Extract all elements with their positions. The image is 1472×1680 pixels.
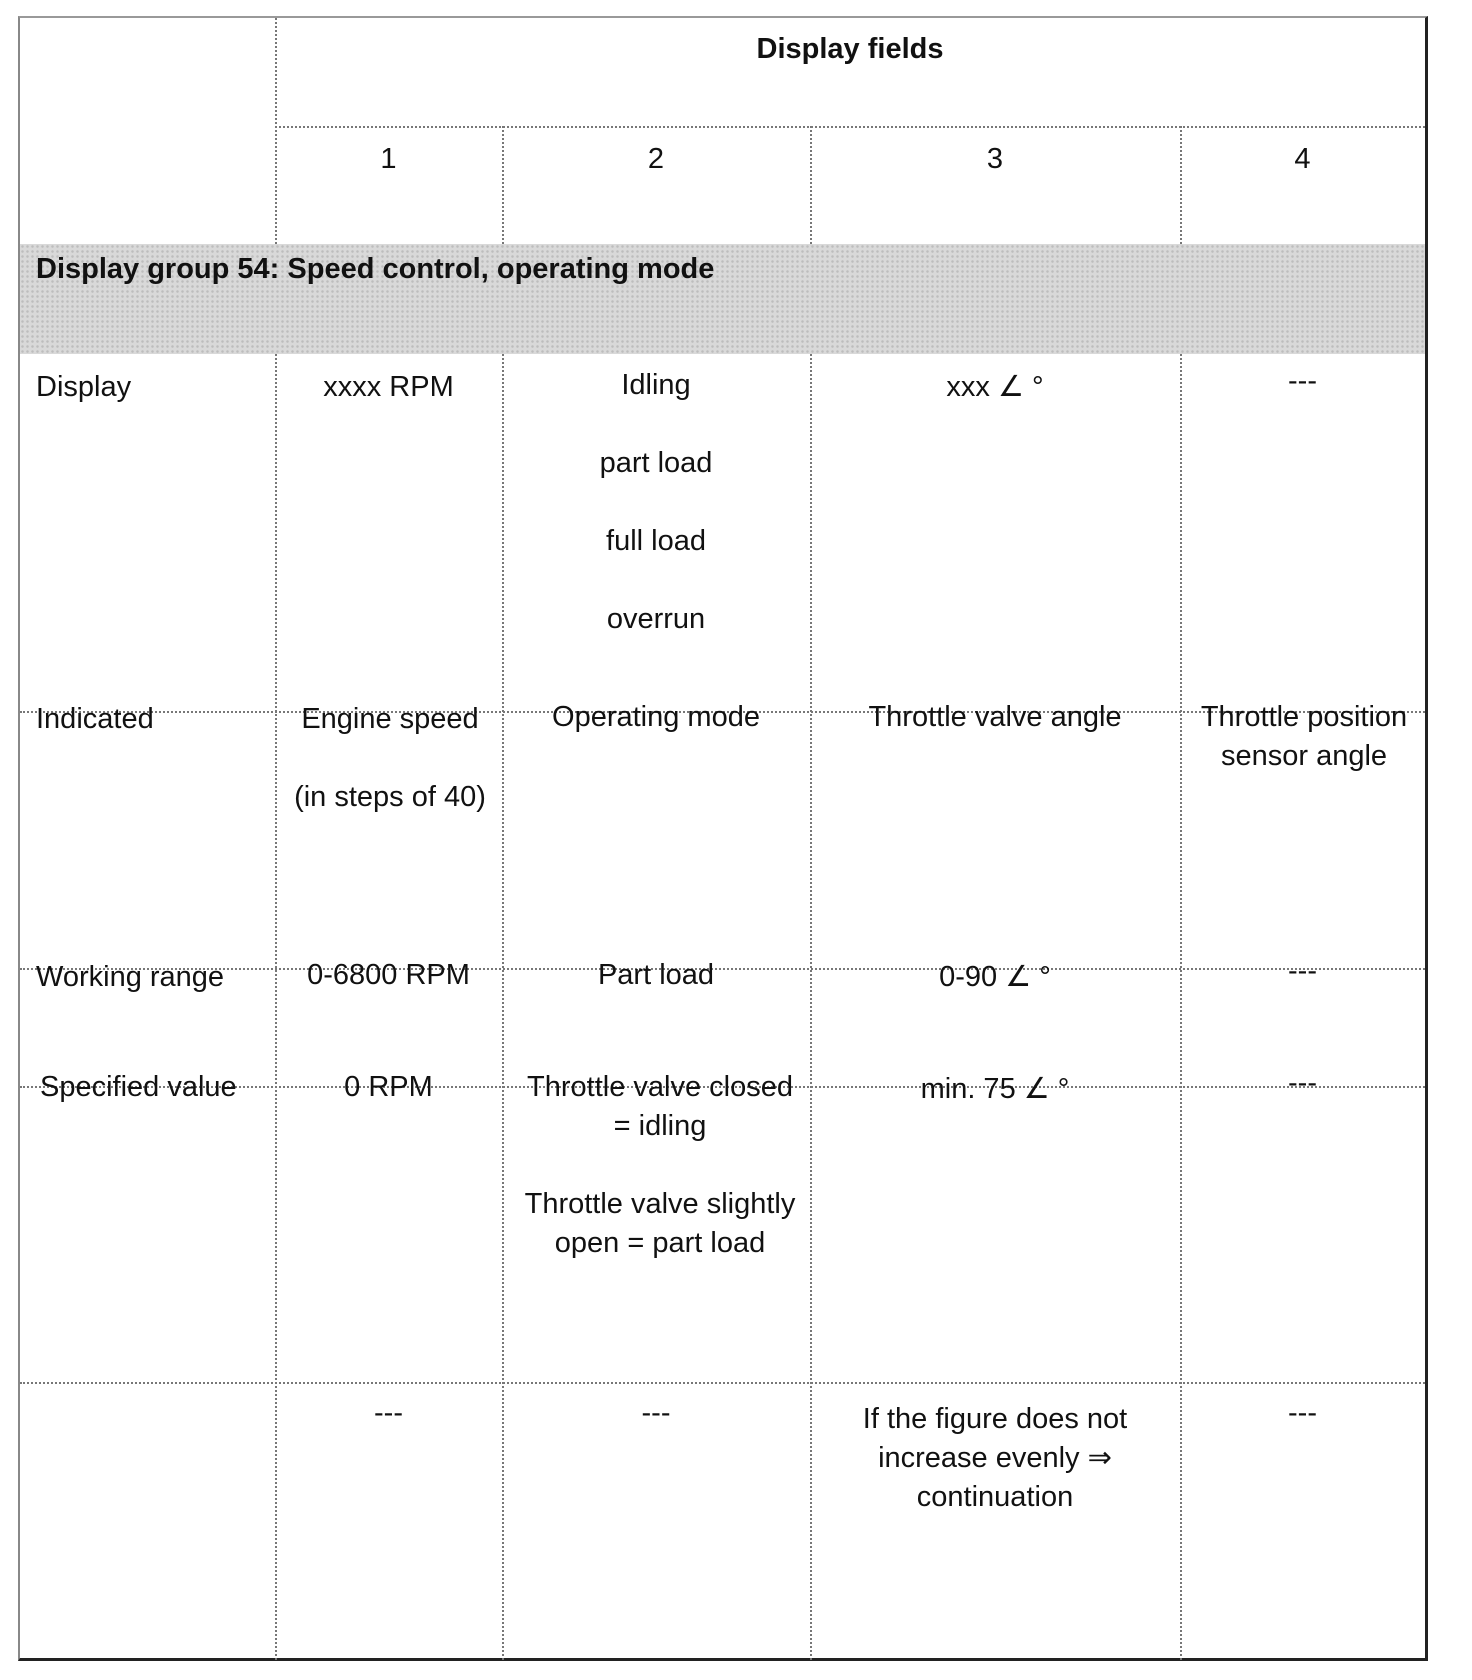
column-header-4: 4	[1294, 143, 1311, 175]
display-mode-idling: Idling	[621, 369, 691, 401]
display-value-field-1: xxxx RPM	[323, 371, 454, 403]
indicated-field-1	[290, 700, 490, 817]
display-mode-full-load: full load	[606, 525, 706, 557]
divider	[810, 354, 812, 1660]
working-range-field-3: 0-90 ∠ °	[939, 961, 1051, 993]
table-title: Display fields	[756, 33, 944, 65]
row-label-specified-value: Specified value	[40, 1071, 237, 1103]
specified-field-1: 0 RPM	[344, 1071, 433, 1103]
specified-field-4: ---	[1288, 1067, 1317, 1099]
row-label-display: Display	[36, 371, 132, 403]
specified-field-2	[515, 1068, 805, 1263]
indicated-field-4: Throttle position sensor angle	[1200, 701, 1408, 772]
indicated-field-3: Throttle valve angle	[868, 701, 1122, 733]
working-range-field-2: Part load	[597, 959, 715, 991]
last-row-field-2: ---	[641, 1397, 671, 1429]
working-range-field-4: ---	[1288, 955, 1317, 987]
column-header-1: 1	[380, 143, 397, 175]
last-row-field-1: ---	[374, 1397, 403, 1429]
divider	[1180, 354, 1182, 1660]
column-header-3: 3	[986, 143, 1004, 175]
display-group-table	[18, 16, 1428, 1661]
divider	[275, 354, 277, 1660]
specified-part-load-note: Throttle valve slightly open = part load	[524, 1188, 796, 1259]
indicated-engine-speed: Engine speed	[301, 703, 479, 735]
indicated-steps-note: (in steps of 40)	[294, 781, 486, 813]
display-value-field-4: ---	[1288, 365, 1317, 397]
display-value-field-2	[502, 366, 810, 639]
display-mode-overrun: overrun	[606, 603, 706, 635]
row-label-working-range: Working range	[36, 961, 225, 993]
display-value-field-3: xxx ∠ °	[946, 371, 1044, 403]
specified-field-3: min. 75 ∠ °	[920, 1073, 1070, 1105]
divider	[275, 126, 1425, 128]
last-row-field-4: ---	[1288, 1397, 1317, 1429]
group-title: Display group 54: Speed control, operating mode	[36, 253, 715, 285]
column-header-2: 2	[647, 143, 665, 175]
indicated-field-2: Operating mode	[552, 701, 760, 733]
display-mode-part-load: part load	[599, 447, 713, 479]
divider	[20, 1382, 1425, 1384]
working-range-field-1: 0-6800 RPM	[307, 959, 470, 991]
row-label-indicated: Indicated	[36, 703, 154, 735]
specified-idling-note: Throttle valve closed = idling	[527, 1071, 793, 1142]
last-row-field-3: If the figure does not increase evenly ⇒ continuation	[862, 1403, 1128, 1513]
